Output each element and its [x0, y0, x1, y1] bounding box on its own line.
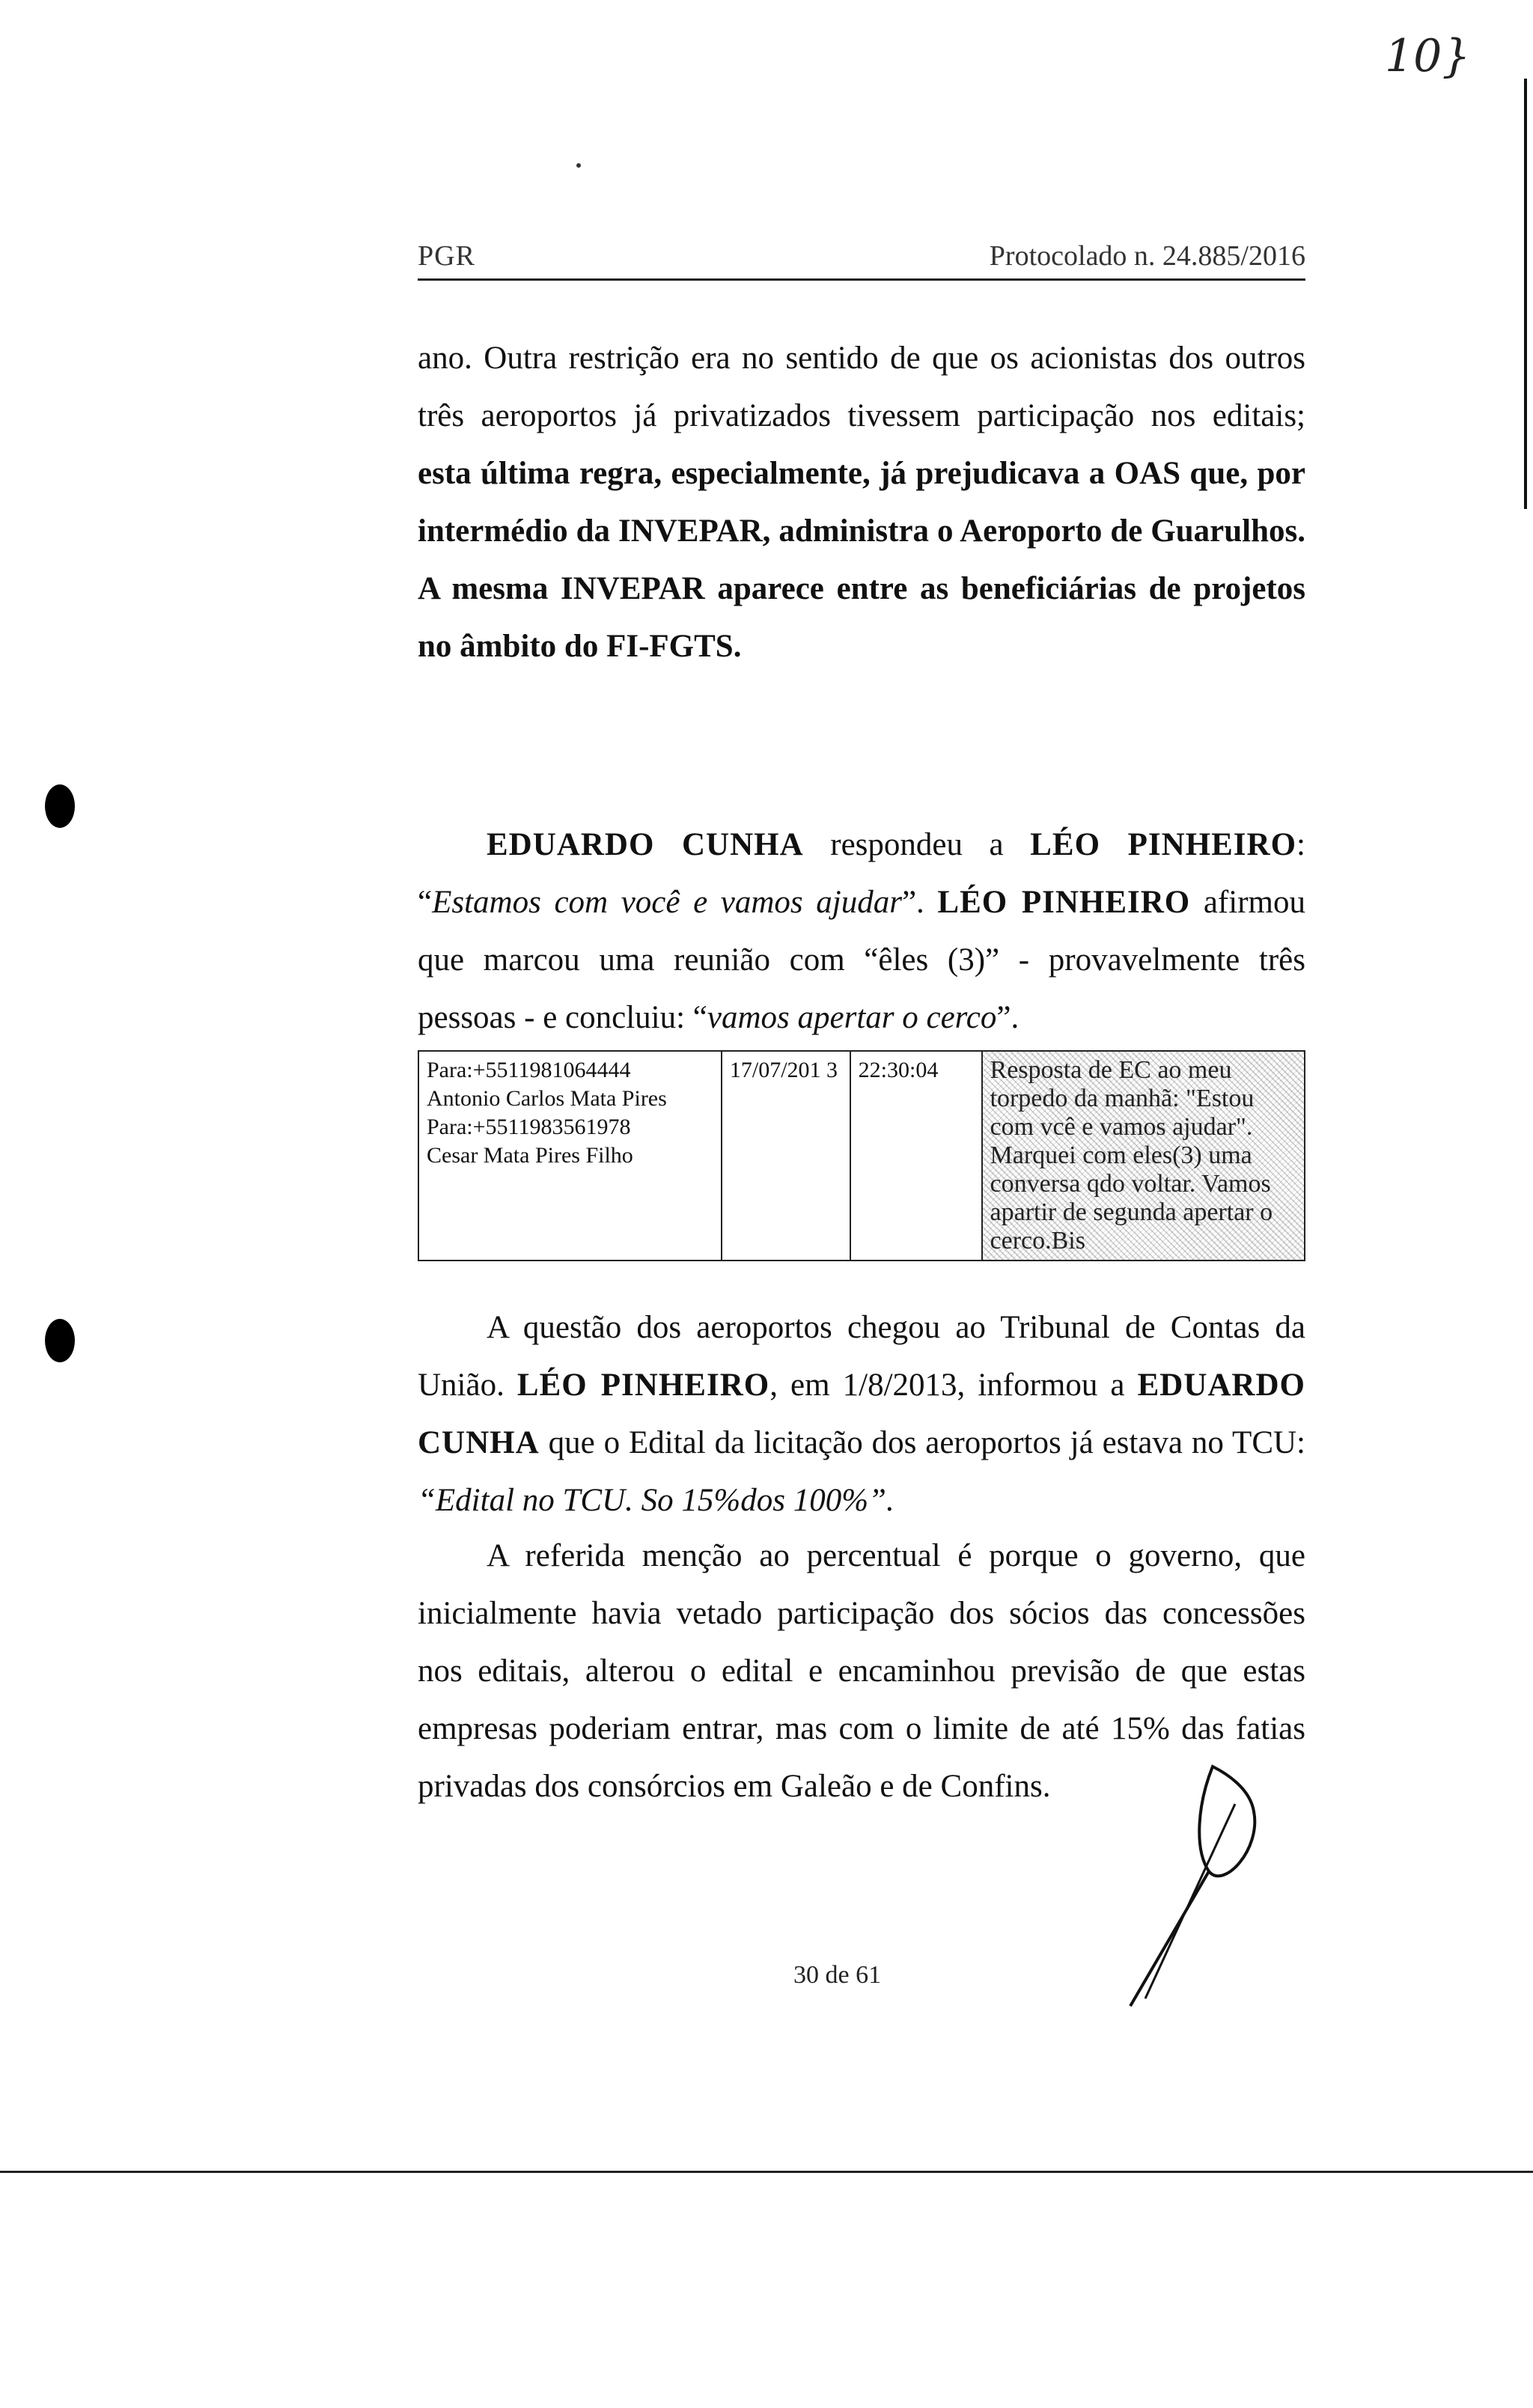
- text-span: respondeu a: [803, 827, 1031, 862]
- person-name: LÉO PINHEIRO: [937, 885, 1191, 920]
- text-span: A questão dos aeroportos chegou ao Tribunal de Contas da União.: [418, 1310, 1305, 1403]
- paragraph-4: A referida menção ao percentual é porque o governo, que inicialmente havia vetado participação dos sócios das concessões nos editais, alterou o edital e encaminhou previsão de que estas empresas poderiam entrar, mas com o limite de até 15% das fatias privadas dos consórcios em Galeão e de Confins.: [418, 1538, 1305, 1804]
- recipient-line: Para:+5511981064444: [427, 1058, 631, 1082]
- message-table: [418, 1050, 1305, 1261]
- recipients-cell: [418, 1051, 722, 1261]
- text-span: : “: [418, 827, 1305, 920]
- person-name: LÉO PINHEIRO: [516, 1368, 770, 1403]
- time-cell: 22:30:04: [850, 1051, 982, 1261]
- recipient-line: Cesar Mata Pires Filho: [427, 1143, 633, 1168]
- text-span: ”.: [996, 1000, 1020, 1035]
- bottom-scan-line: [0, 2171, 1533, 2173]
- punch-hole-bottom: [45, 1319, 75, 1362]
- header-org: PGR: [418, 240, 475, 272]
- header-protocol: Protocolado n. 24.885/2016: [989, 240, 1305, 272]
- signature-initials: [1115, 1759, 1310, 2014]
- paragraph-3: [418, 1299, 1305, 1529]
- paragraph-1-bold: esta última regra, especialmente, já prejudicava a OAS que, por intermédio da INVEPAR, administra o Aeroporto de Guarulhos. A mesma INVEPAR aparece entre as beneficiárias de projetos no âmbito do FI-FGTS.: [418, 456, 1305, 664]
- quote: Estamos com você e vamos ajudar: [432, 885, 902, 920]
- paragraph-1-normal: ano. Outra restrição era no sentido de que os acionistas dos outros três aeroportos já privatizados tivessem participação nos editais;: [418, 341, 1305, 433]
- recipient-line: Antonio Carlos Mata Pires: [427, 1086, 667, 1111]
- date-cell: 17/07/201 3: [722, 1051, 850, 1261]
- page-number: 30 de 61: [793, 1961, 882, 1989]
- paragraph-1: [418, 329, 1305, 675]
- page-header: [418, 240, 1305, 281]
- text-span: ”.: [901, 885, 938, 920]
- person-name: EDUARDO CUNHA: [418, 1368, 1305, 1460]
- table-row: [418, 1051, 1305, 1261]
- handwritten-page-number: 10}: [1385, 30, 1471, 82]
- punch-hole-top: [45, 784, 75, 828]
- text-span: afirmou que marcou uma reunião com “êles (3)” - provavelmente três pessoas - e concluiu: “: [418, 885, 1305, 1035]
- recipient-line: Para:+5511983561978: [427, 1115, 631, 1139]
- paragraph-2: [418, 816, 1305, 1046]
- quote: vamos apertar o cerco: [707, 1000, 997, 1035]
- text-span: , em 1/8/2013, informou a: [769, 1368, 1138, 1403]
- quote: “Edital no TCU. So 15%dos 100%”.: [418, 1483, 894, 1518]
- scan-edge-bar: [1524, 79, 1527, 509]
- text-span: que o Edital da licitação dos aeroportos já estava no TCU:: [539, 1425, 1305, 1460]
- message-content-cell: Resposta de EC ao meu torpedo da manhã: "Estou com vcê e vamos ajudar". Marquei com eles(3) uma conversa qdo voltar. Vamos apartir de segunda apertar o cerco.Bis: [982, 1051, 1305, 1261]
- person-name: LÉO PINHEIRO: [1030, 827, 1297, 862]
- scan-speck: [576, 163, 581, 168]
- person-name: EDUARDO CUNHA: [487, 827, 804, 862]
